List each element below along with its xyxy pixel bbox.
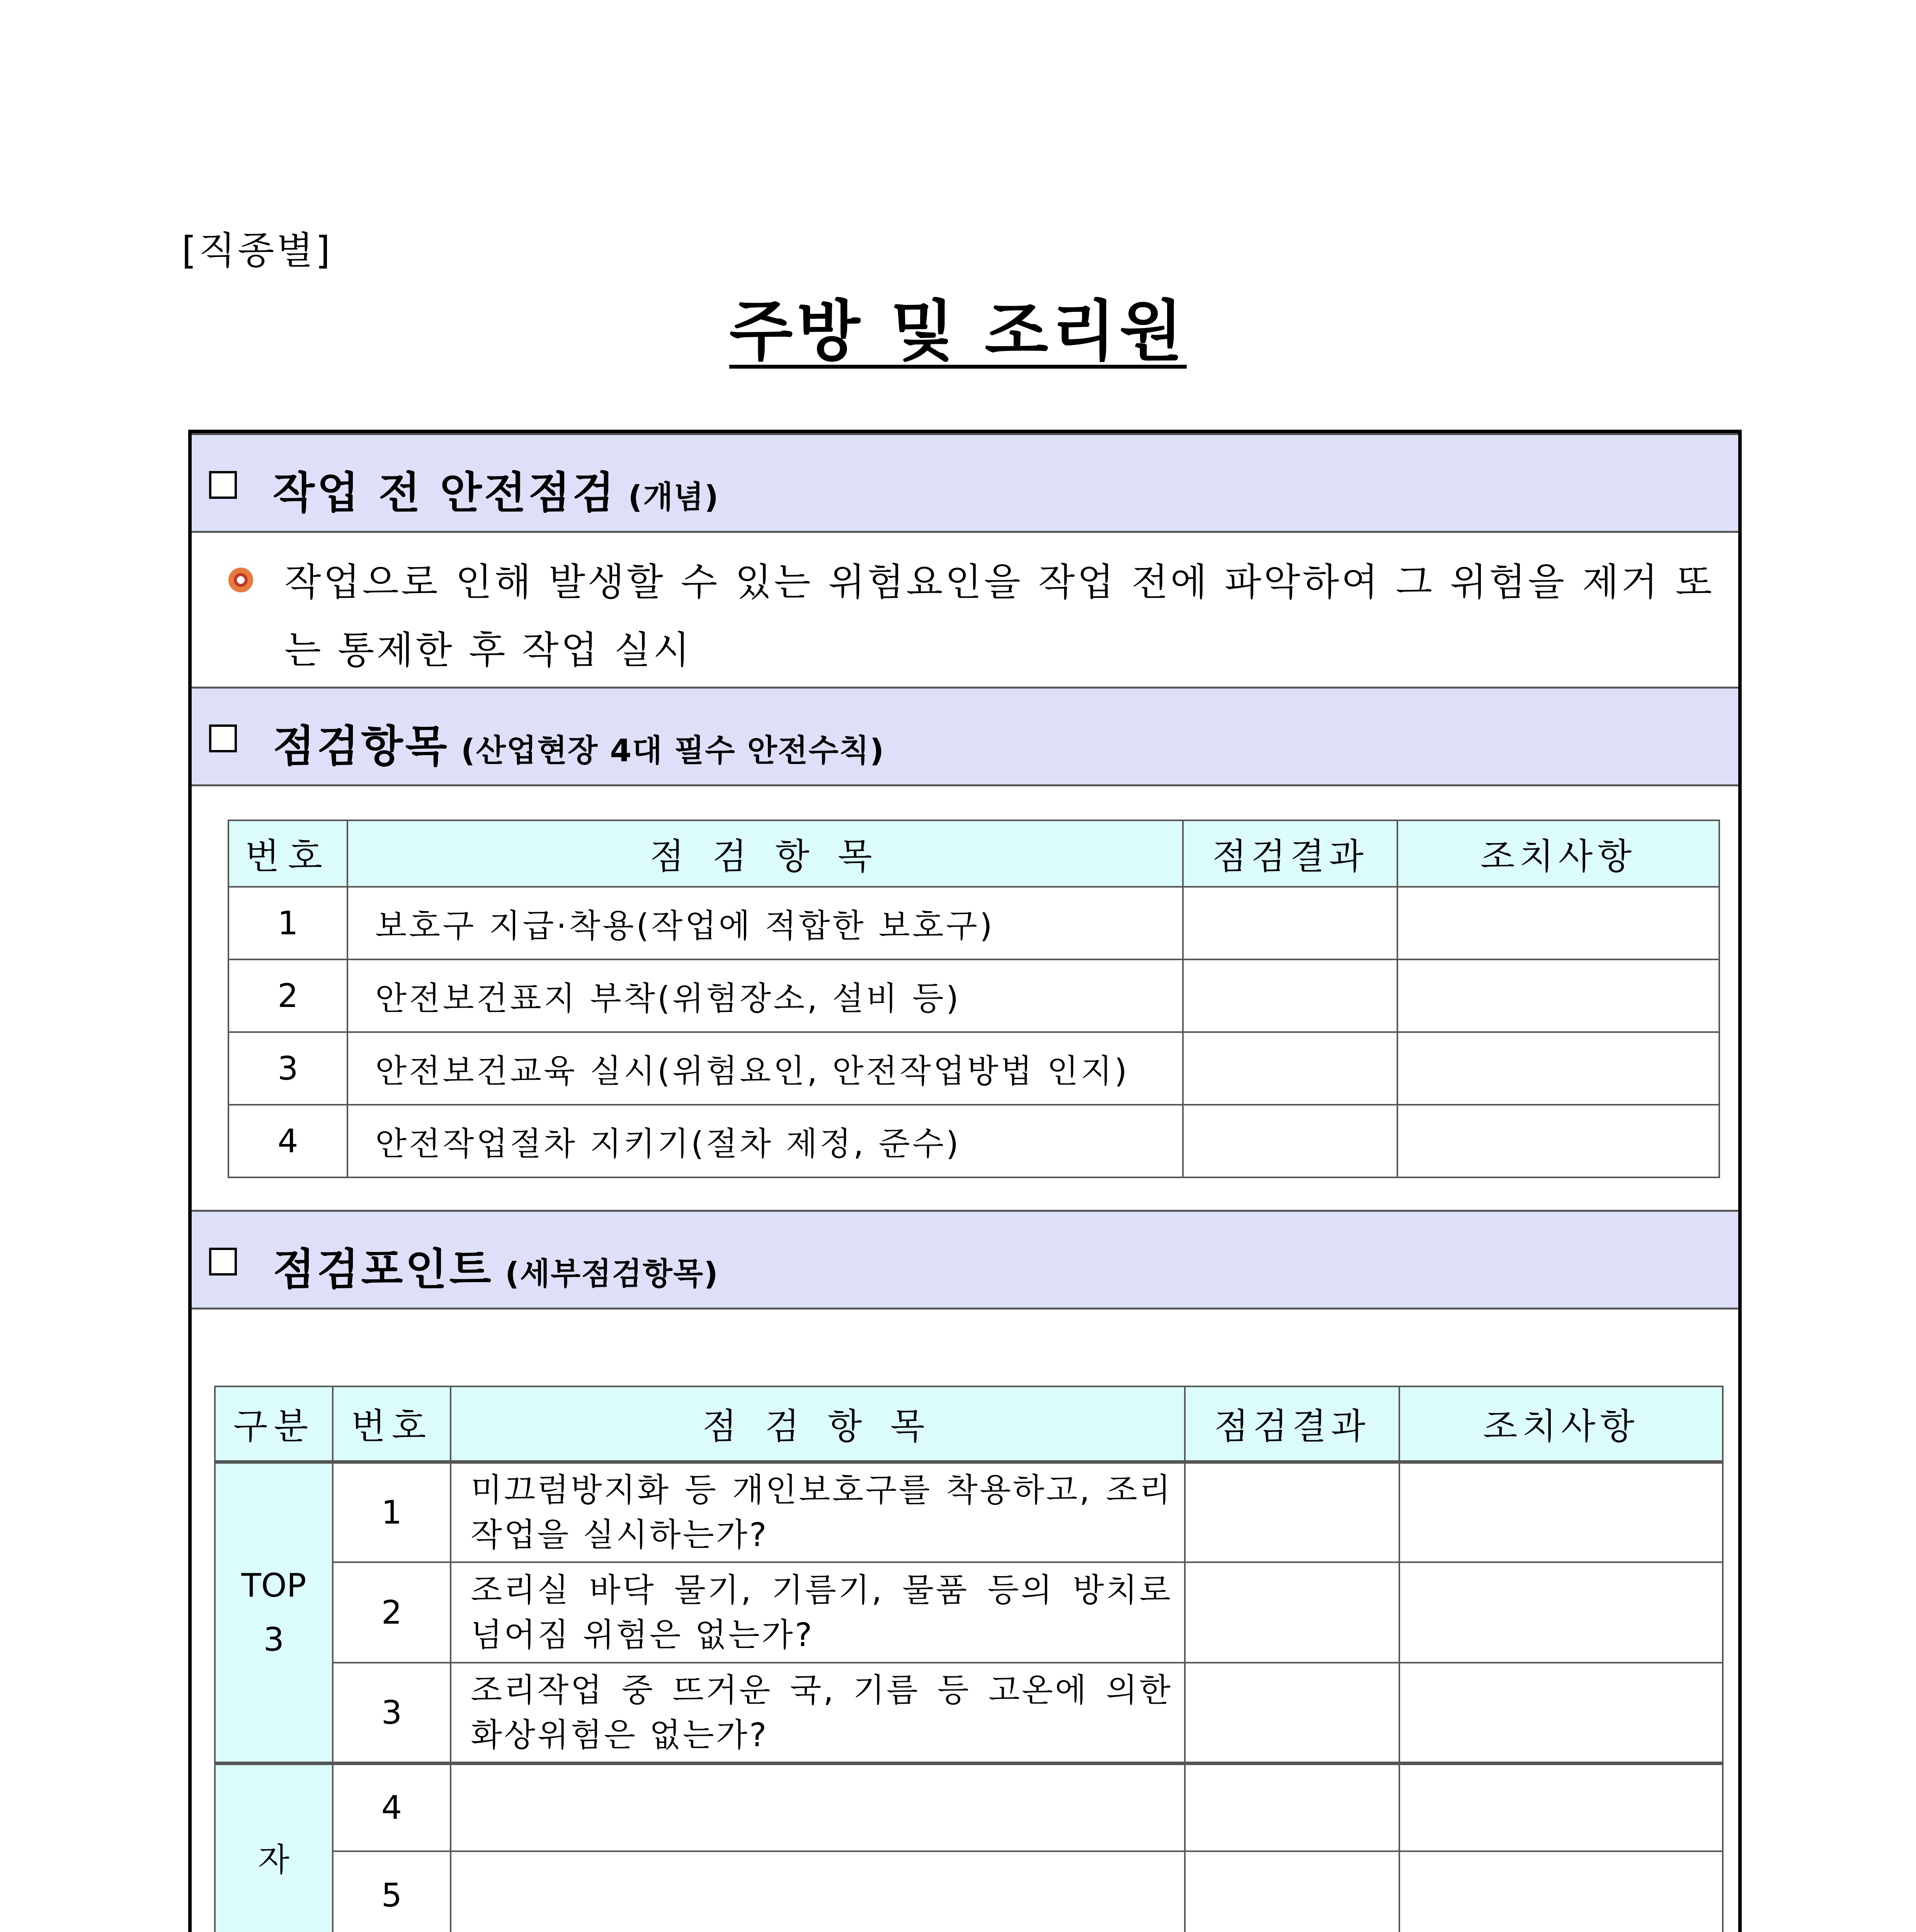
header-action: 조치사항	[1399, 1386, 1723, 1462]
section-points-header	[192, 1210, 1738, 1310]
action-cell[interactable]	[1399, 1462, 1723, 1562]
result-cell[interactable]	[1185, 1663, 1399, 1763]
row-number: 3	[228, 1032, 347, 1105]
row-item: 안전보건교육 실시(위험요인, 안전작업방법 인지)	[347, 1032, 1183, 1105]
header-item: 점 검 항 목	[347, 820, 1183, 887]
table-row	[228, 1032, 1719, 1105]
row-number: 1	[228, 887, 347, 959]
section-items-title-text: 점검항목	[273, 721, 449, 772]
table-row	[228, 959, 1719, 1032]
document-category: [직종별]	[182, 229, 333, 273]
section-points-title	[273, 1235, 719, 1297]
result-cell[interactable]	[1183, 887, 1397, 959]
section-concept-header	[192, 433, 1738, 533]
group-self: 자	[215, 1763, 333, 1932]
section-points-subtitle: (세부점검항목)	[505, 1256, 719, 1292]
header-result: 점검결과	[1183, 820, 1397, 887]
checklist-frame	[188, 430, 1742, 1932]
bullet-circle-icon	[228, 568, 253, 592]
row-item: 안전작업절차 지키기(절차 제정, 준수)	[347, 1105, 1183, 1177]
row-item: 조리작업 중 뜨거운 국, 기름 등 고온에 의한 화상위험은 없는가?	[451, 1663, 1185, 1763]
row-item[interactable]	[451, 1763, 1185, 1851]
row-number: 2	[333, 1562, 451, 1663]
concept-text: 작업으로 인해 발생할 수 있는 위험요인을 작업 전에 파악하여 그 위험을 제거 또는 통제한 후 작업 실시	[284, 560, 1714, 672]
row-item: 안전보건표지 부착(위험장소, 설비 등)	[347, 959, 1183, 1032]
section-points-title-text: 점검포인트	[273, 1245, 493, 1295]
row-number: 3	[333, 1663, 451, 1763]
table-row	[215, 1851, 1723, 1932]
action-cell[interactable]	[1399, 1763, 1723, 1851]
section-items-header	[192, 687, 1738, 786]
table-row	[215, 1562, 1723, 1663]
result-cell[interactable]	[1183, 1032, 1397, 1105]
row-item: 조리실 바닥 물기, 기름기, 물품 등의 방치로 넘어짐 위험은 없는가?	[451, 1562, 1185, 1663]
result-cell[interactable]	[1183, 959, 1397, 1032]
result-cell[interactable]	[1185, 1562, 1399, 1663]
row-number: 4	[228, 1105, 347, 1177]
header-action: 조치사항	[1397, 820, 1719, 887]
essential-items-table	[228, 820, 1720, 1178]
detail-points-table	[214, 1386, 1724, 1932]
checkbox-square-icon	[209, 724, 237, 752]
result-cell[interactable]	[1185, 1851, 1399, 1932]
row-number: 2	[228, 959, 347, 1032]
action-cell[interactable]	[1399, 1562, 1723, 1663]
header-number: 번호	[333, 1386, 451, 1462]
result-cell[interactable]	[1185, 1763, 1399, 1851]
row-number: 5	[333, 1851, 451, 1932]
header-result: 점검결과	[1185, 1386, 1399, 1462]
table-header-row	[215, 1386, 1723, 1462]
row-item: 보호구 지급·착용(작업에 적합한 보호구)	[347, 887, 1183, 959]
row-number: 4	[333, 1763, 451, 1851]
group-top3: TOP 3	[215, 1462, 333, 1763]
action-cell[interactable]	[1399, 1851, 1723, 1932]
action-cell[interactable]	[1397, 887, 1719, 959]
header-group: 구분	[215, 1386, 333, 1462]
table-row	[215, 1663, 1723, 1763]
result-cell[interactable]	[1185, 1462, 1399, 1562]
section-concept-title-text: 작업 전 안전점검	[273, 468, 617, 518]
checkbox-square-icon	[209, 1248, 237, 1276]
action-cell[interactable]	[1397, 1032, 1719, 1105]
checkbox-square-icon	[209, 471, 237, 499]
table-row	[215, 1763, 1723, 1851]
action-cell[interactable]	[1397, 1105, 1719, 1177]
row-item: 미끄럼방지화 등 개인보호구를 착용하고, 조리 작업을 실시하는가?	[451, 1462, 1185, 1562]
document-title	[0, 278, 1916, 373]
header-item: 점 검 항 목	[451, 1386, 1185, 1462]
action-cell[interactable]	[1399, 1663, 1723, 1763]
section-items-title	[273, 712, 885, 774]
document-title-text: 주방 및 조리원	[729, 293, 1187, 370]
row-item[interactable]	[451, 1851, 1185, 1932]
table-row	[215, 1462, 1723, 1562]
section-concept-title	[273, 458, 719, 520]
action-cell[interactable]	[1397, 959, 1719, 1032]
header-number: 번호	[228, 820, 347, 887]
row-number: 1	[333, 1462, 451, 1562]
section-concept-body	[192, 533, 1738, 687]
section-items-subtitle: (산업현장 4대 필수 안전수칙)	[461, 733, 885, 769]
table-row	[228, 887, 1719, 959]
result-cell[interactable]	[1183, 1105, 1397, 1177]
table-row	[228, 1105, 1719, 1177]
table-header-row	[228, 820, 1719, 887]
section-concept-subtitle: (개념)	[628, 479, 720, 515]
